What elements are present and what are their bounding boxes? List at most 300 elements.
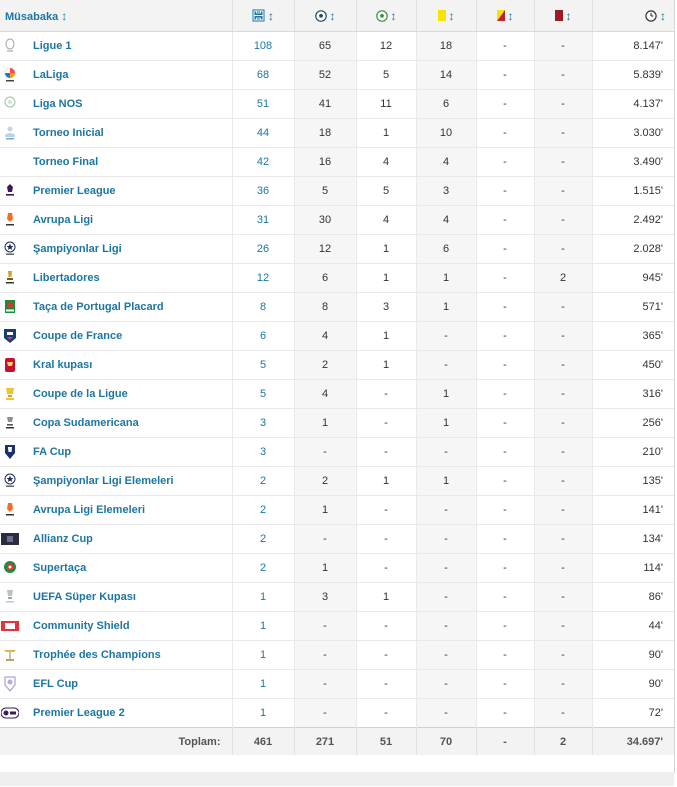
header-minutes[interactable] xyxy=(592,0,674,32)
minutes-cell: 135' xyxy=(592,467,674,496)
red-cards-cell: - xyxy=(534,670,592,699)
appearances-cell[interactable]: 2 xyxy=(232,467,294,496)
second-yellow-cell: - xyxy=(476,61,534,90)
competition-name-link[interactable]: Ligue 1 xyxy=(33,40,72,52)
competition-cell xyxy=(0,264,232,293)
table-row xyxy=(0,699,674,728)
europa-league-logo[interactable] xyxy=(1,211,19,229)
second-yellow-cell: - xyxy=(476,641,534,670)
goals-cell: 8 xyxy=(294,293,356,322)
competition-name-link[interactable]: Premier League xyxy=(33,185,116,197)
minutes-cell: 945' xyxy=(592,264,674,293)
header-assists[interactable] xyxy=(356,0,416,32)
competition-name-link[interactable]: Coupe de France xyxy=(33,330,123,342)
taca-portugal-logo[interactable] xyxy=(1,298,19,316)
yellow-cards-cell: - xyxy=(416,351,476,380)
red-cards-cell: - xyxy=(534,32,592,61)
competition xyxy=(0,501,232,519)
red-cards-cell: - xyxy=(534,351,592,380)
competition-cell xyxy=(0,612,232,641)
competition-cell xyxy=(0,148,232,177)
appearances-cell[interactable]: 1 xyxy=(232,641,294,670)
yellow-cards-cell: - xyxy=(416,438,476,467)
goals-cell: 41 xyxy=(294,90,356,119)
appearances-cell[interactable]: 68 xyxy=(232,61,294,90)
table-row xyxy=(0,438,674,467)
appearances-cell[interactable]: 51 xyxy=(232,90,294,119)
assists-cell: 1 xyxy=(356,351,416,380)
totals-row xyxy=(0,728,674,756)
red-cards-cell: - xyxy=(534,583,592,612)
table-row xyxy=(0,670,674,699)
assists-cell: 1 xyxy=(356,119,416,148)
appearances-cell[interactable]: 2 xyxy=(232,525,294,554)
appearances-cell[interactable]: 26 xyxy=(232,235,294,264)
table-row xyxy=(0,583,674,612)
assists-cell: - xyxy=(356,670,416,699)
premier-league-2-logo[interactable] xyxy=(1,704,19,722)
coupe-de-la-ligue-logo[interactable] xyxy=(1,385,19,403)
second-yellow-cell: - xyxy=(476,583,534,612)
assists-cell: 12 xyxy=(356,32,416,61)
minutes-cell: 3.490' xyxy=(592,148,674,177)
red-cards-cell: - xyxy=(534,293,592,322)
competition-name-link[interactable]: Allianz Cup xyxy=(33,533,93,545)
yellow-cards-cell: - xyxy=(416,612,476,641)
goals-cell: 65 xyxy=(294,32,356,61)
copa-del-rey-logo[interactable] xyxy=(1,356,19,374)
competition xyxy=(0,385,232,403)
competition-name-link[interactable]: FA Cup xyxy=(33,446,72,458)
supertaca-logo[interactable] xyxy=(1,559,19,577)
goals-cell: - xyxy=(294,525,356,554)
champions-league-logo[interactable] xyxy=(1,240,19,258)
minutes-cell: 365' xyxy=(592,322,674,351)
competition-cell xyxy=(0,525,232,554)
competition xyxy=(0,211,232,229)
yellow-cards-cell: - xyxy=(416,322,476,351)
assists-cell: - xyxy=(356,641,416,670)
red-cards-cell: - xyxy=(534,409,592,438)
totals-assists: 51 xyxy=(356,728,416,756)
table-header-row xyxy=(0,0,674,32)
header-appearances[interactable] xyxy=(232,0,294,32)
allianz-cup-logo[interactable] xyxy=(1,530,19,548)
assists-cell: - xyxy=(356,380,416,409)
coupe-de-france-logo[interactable] xyxy=(1,327,19,345)
competition-name-link[interactable]: Coupe de la Ligue xyxy=(33,388,128,400)
second-yellow-cell: - xyxy=(476,177,534,206)
yellow-cards-cell: 4 xyxy=(416,148,476,177)
competition xyxy=(0,269,232,287)
goals-cell: 5 xyxy=(294,177,356,206)
second-yellow-cell: - xyxy=(476,612,534,641)
second-yellow-cell: - xyxy=(476,525,534,554)
minutes-cell: 571' xyxy=(592,293,674,322)
yellow-cards-cell: - xyxy=(416,525,476,554)
appearances-cell[interactable]: 3 xyxy=(232,438,294,467)
header-second-yellow[interactable] xyxy=(476,0,534,32)
goals-cell: - xyxy=(294,612,356,641)
minutes-cell: 2.492' xyxy=(592,206,674,235)
minutes-cell: 141' xyxy=(592,496,674,525)
appearances-cell[interactable]: 5 xyxy=(232,380,294,409)
assists-cell: 1 xyxy=(356,467,416,496)
sort-icon[interactable]: ↕ xyxy=(507,8,514,23)
competition-name-link[interactable]: Kral kupası xyxy=(33,359,93,371)
red-cards-cell: - xyxy=(534,641,592,670)
competition-cell xyxy=(0,554,232,583)
competition xyxy=(0,472,232,490)
goals-cell: 2 xyxy=(294,467,356,496)
red-cards-cell: - xyxy=(534,61,592,90)
appearances-cell[interactable]: 36 xyxy=(232,177,294,206)
assists-cell: - xyxy=(356,496,416,525)
fa-cup-logo[interactable] xyxy=(1,443,19,461)
second-yellow-cell: - xyxy=(476,148,534,177)
goals-cell: 12 xyxy=(294,235,356,264)
goals-cell: 4 xyxy=(294,322,356,351)
assists-cell: - xyxy=(356,554,416,583)
yellow-cards-cell: - xyxy=(416,641,476,670)
competition-cell xyxy=(0,380,232,409)
competition xyxy=(0,530,232,548)
goals-cell: 16 xyxy=(294,148,356,177)
competition-name-link[interactable]: Şampiyonlar Ligi xyxy=(33,243,122,255)
totals-apps: 461 xyxy=(232,728,294,756)
competition-name-link[interactable]: Trophée des Champions xyxy=(33,649,161,661)
competition-logo[interactable] xyxy=(1,153,19,171)
minutes-cell: 450' xyxy=(592,351,674,380)
liganos-logo[interactable] xyxy=(1,95,19,113)
competition-cell xyxy=(0,409,232,438)
sort-icon[interactable]: ↕ xyxy=(660,8,666,23)
goals-cell: 1 xyxy=(294,496,356,525)
competition-name-link[interactable]: UEFA Süper Kupası xyxy=(33,591,136,603)
goals-cell: 6 xyxy=(294,264,356,293)
red-cards-cell: - xyxy=(534,554,592,583)
competition xyxy=(0,617,232,635)
competition-cell xyxy=(0,206,232,235)
competition-name-link[interactable]: LaLiga xyxy=(33,69,69,81)
sort-icon[interactable]: ↕ xyxy=(390,8,397,23)
second-yellow-cell: - xyxy=(476,264,534,293)
yellow-cards-cell: - xyxy=(416,496,476,525)
appearances-icon xyxy=(252,9,265,22)
goals-cell: 1 xyxy=(294,409,356,438)
bottom-strip xyxy=(0,772,674,786)
assists-cell: - xyxy=(356,438,416,467)
header-competition[interactable] xyxy=(0,0,232,32)
goals-cell: 30 xyxy=(294,206,356,235)
appearances-cell[interactable]: 12 xyxy=(232,264,294,293)
competition-name-link[interactable]: Torneo Inicial xyxy=(33,127,104,139)
assists-cell: 1 xyxy=(356,322,416,351)
second-yellow-cell: - xyxy=(476,322,534,351)
competition xyxy=(0,588,232,606)
assists-cell: 1 xyxy=(356,264,416,293)
competition-name-link[interactable]: Libertadores xyxy=(33,272,100,284)
assists-cell: 3 xyxy=(356,293,416,322)
assists-icon xyxy=(376,10,388,22)
red-cards-cell: - xyxy=(534,177,592,206)
yellow-cards-cell: - xyxy=(416,699,476,728)
red-cards-cell: - xyxy=(534,438,592,467)
goals-cell: 4 xyxy=(294,380,356,409)
appearances-cell[interactable]: 2 xyxy=(232,554,294,583)
sort-icon[interactable]: ↕ xyxy=(329,8,336,23)
competition-cell xyxy=(0,438,232,467)
table-row xyxy=(0,264,674,293)
competition xyxy=(0,704,232,722)
uefa-super-cup-logo[interactable] xyxy=(1,588,19,606)
red-cards-cell: - xyxy=(534,235,592,264)
minutes-cell: 5.839' xyxy=(592,61,674,90)
appearances-cell[interactable]: 108 xyxy=(232,32,294,61)
second-yellow-cell: - xyxy=(476,380,534,409)
red-cards-cell: - xyxy=(534,148,592,177)
table-row xyxy=(0,496,674,525)
competition-name-link[interactable]: Torneo Final xyxy=(33,156,99,168)
goals-cell: - xyxy=(294,641,356,670)
copa-sudamericana-logo[interactable] xyxy=(1,414,19,432)
red-cards-cell: - xyxy=(534,496,592,525)
competition-name-link[interactable]: Copa Sudamericana xyxy=(33,417,139,429)
competition xyxy=(0,298,232,316)
appearances-cell[interactable]: 1 xyxy=(232,670,294,699)
goals-icon xyxy=(315,10,327,22)
assists-cell: 4 xyxy=(356,148,416,177)
minutes-cell: 210' xyxy=(592,438,674,467)
table-row xyxy=(0,61,674,90)
red-cards-cell: - xyxy=(534,699,592,728)
sort-icon[interactable]: ↕ xyxy=(448,8,455,23)
community-shield-logo[interactable] xyxy=(1,617,19,635)
totals-red: 2 xyxy=(534,728,592,756)
second-yellow-cell: - xyxy=(476,699,534,728)
minutes-cell: 316' xyxy=(592,380,674,409)
minutes-cell: 256' xyxy=(592,409,674,438)
competition-cell xyxy=(0,583,232,612)
header-red-cards[interactable] xyxy=(534,0,592,32)
competition-cell xyxy=(0,351,232,380)
minutes-cell: 2.028' xyxy=(592,235,674,264)
assists-cell: - xyxy=(356,699,416,728)
minutes-cell: 3.030' xyxy=(592,119,674,148)
second-yellow-cell: - xyxy=(476,438,534,467)
second-yellow-cell: - xyxy=(476,293,534,322)
totals-yellow: 70 xyxy=(416,728,476,756)
libertadores-logo[interactable] xyxy=(1,269,19,287)
appearances-cell[interactable]: 1 xyxy=(232,612,294,641)
totals-goals: 271 xyxy=(294,728,356,756)
goals-cell: - xyxy=(294,670,356,699)
sort-icon[interactable]: ↕ xyxy=(61,8,68,23)
appearances-cell[interactable]: 1 xyxy=(232,699,294,728)
goals-cell: - xyxy=(294,438,356,467)
table-row xyxy=(0,525,674,554)
minutes-cell: 1.515' xyxy=(592,177,674,206)
goals-cell: - xyxy=(294,699,356,728)
minutes-cell: 86' xyxy=(592,583,674,612)
minutes-cell: 72' xyxy=(592,699,674,728)
competition xyxy=(0,153,232,171)
appearances-cell[interactable]: 44 xyxy=(232,119,294,148)
minutes-cell: 44' xyxy=(592,612,674,641)
competition-cell xyxy=(0,670,232,699)
europa-league-logo[interactable] xyxy=(1,501,19,519)
competition-cell xyxy=(0,322,232,351)
competition xyxy=(0,356,232,374)
red-cards-cell: 2 xyxy=(534,264,592,293)
table-row xyxy=(0,293,674,322)
assists-cell: - xyxy=(356,409,416,438)
appearances-cell[interactable]: 1 xyxy=(232,583,294,612)
minutes-cell: 114' xyxy=(592,554,674,583)
premier-league-logo[interactable] xyxy=(1,182,19,200)
second-yellow-cell: - xyxy=(476,32,534,61)
competition xyxy=(0,327,232,345)
competition xyxy=(0,414,232,432)
yellow-cards-cell: 10 xyxy=(416,119,476,148)
minutes-cell: 8.147' xyxy=(592,32,674,61)
yellow-cards-cell: - xyxy=(416,583,476,612)
competition xyxy=(0,559,232,577)
competition-cell xyxy=(0,235,232,264)
sort-icon[interactable]: ↕ xyxy=(565,8,572,23)
goals-cell: 52 xyxy=(294,61,356,90)
goals-cell: 1 xyxy=(294,554,356,583)
appearances-cell[interactable]: 42 xyxy=(232,148,294,177)
assists-cell: - xyxy=(356,612,416,641)
competition-name-link[interactable]: Premier League 2 xyxy=(33,707,125,719)
sort-icon[interactable]: ↕ xyxy=(268,8,274,23)
totals-label: Toplam: xyxy=(0,728,232,756)
competition-name-link[interactable]: Şampiyonlar Ligi Elemeleri xyxy=(33,475,174,487)
trophee-des-champions-logo[interactable] xyxy=(1,646,19,664)
minutes-cell: 4.137' xyxy=(592,90,674,119)
competition xyxy=(0,240,232,258)
table-row xyxy=(0,235,674,264)
assists-cell: 1 xyxy=(356,235,416,264)
appearances-cell[interactable]: 8 xyxy=(232,293,294,322)
competition-cell xyxy=(0,32,232,61)
competition-name-link[interactable]: Taça de Portugal Placard xyxy=(33,301,164,313)
assists-cell: 5 xyxy=(356,61,416,90)
laliga-logo[interactable] xyxy=(1,66,19,84)
yellow-cards-cell: 1 xyxy=(416,467,476,496)
table-row xyxy=(0,641,674,670)
second-yellow-cell: - xyxy=(476,235,534,264)
second-yellow-cell: - xyxy=(476,554,534,583)
yellow-cards-cell: 1 xyxy=(416,264,476,293)
goals-cell: 2 xyxy=(294,351,356,380)
competition xyxy=(0,443,232,461)
header-competition-label: Müsabaka xyxy=(5,10,59,23)
table-row xyxy=(0,90,674,119)
yellow-cards-cell: 6 xyxy=(416,90,476,119)
torneo-inicial-logo[interactable] xyxy=(1,124,19,142)
yellow-cards-cell: 3 xyxy=(416,177,476,206)
competition-name-link[interactable]: Avrupa Ligi Elemeleri xyxy=(33,504,146,516)
table-row xyxy=(0,467,674,496)
competition-name-link[interactable]: EFL Cup xyxy=(33,678,79,690)
red-cards-cell: - xyxy=(534,206,592,235)
competition-cell xyxy=(0,467,232,496)
assists-cell: 5 xyxy=(356,177,416,206)
competition-cell xyxy=(0,641,232,670)
red-cards-cell: - xyxy=(534,380,592,409)
appearances-cell[interactable]: 3 xyxy=(232,409,294,438)
yellow-cards-cell: 18 xyxy=(416,32,476,61)
appearances-cell[interactable]: 5 xyxy=(232,351,294,380)
competition xyxy=(0,37,232,55)
red-card-icon xyxy=(555,10,563,21)
competition xyxy=(0,646,232,664)
competition-name-link[interactable]: Avrupa Ligi xyxy=(33,214,94,226)
yellow-cards-cell: 1 xyxy=(416,293,476,322)
appearances-cell[interactable]: 6 xyxy=(232,322,294,351)
appearances-cell[interactable]: 31 xyxy=(232,206,294,235)
yellow-cards-cell: 1 xyxy=(416,409,476,438)
minutes-cell: 134' xyxy=(592,525,674,554)
competition-cell xyxy=(0,90,232,119)
table-row xyxy=(0,119,674,148)
ligue1-logo[interactable] xyxy=(1,37,19,55)
red-cards-cell: - xyxy=(534,119,592,148)
second-yellow-icon xyxy=(497,10,505,21)
assists-cell: 4 xyxy=(356,206,416,235)
assists-cell: - xyxy=(356,525,416,554)
assists-cell: 1 xyxy=(356,583,416,612)
yellow-cards-cell: - xyxy=(416,554,476,583)
yellow-cards-cell: 4 xyxy=(416,206,476,235)
yellow-card-icon xyxy=(438,10,446,21)
table-row xyxy=(0,612,674,641)
table-row xyxy=(0,206,674,235)
second-yellow-cell: - xyxy=(476,409,534,438)
appearances-cell[interactable]: 2 xyxy=(232,496,294,525)
assists-cell: 11 xyxy=(356,90,416,119)
competition-cell xyxy=(0,119,232,148)
minutes-cell: 90' xyxy=(592,641,674,670)
second-yellow-cell: - xyxy=(476,119,534,148)
red-cards-cell: - xyxy=(534,322,592,351)
header-yellow-cards[interactable] xyxy=(416,0,476,32)
table-row xyxy=(0,351,674,380)
minutes-clock-icon xyxy=(645,10,657,22)
competition xyxy=(0,95,232,113)
efl-cup-logo[interactable] xyxy=(1,675,19,693)
table-row xyxy=(0,380,674,409)
second-yellow-cell: - xyxy=(476,206,534,235)
competition xyxy=(0,124,232,142)
competition xyxy=(0,675,232,693)
competition-name-link[interactable]: Community Shield xyxy=(33,620,130,632)
yellow-cards-cell: 1 xyxy=(416,380,476,409)
competition-cell xyxy=(0,177,232,206)
totals-minutes: 34.697' xyxy=(592,728,674,756)
competition-name-link[interactable]: Liga NOS xyxy=(33,98,83,110)
second-yellow-cell: - xyxy=(476,467,534,496)
table-row xyxy=(0,32,674,61)
competition-cell xyxy=(0,699,232,728)
header-goals[interactable] xyxy=(294,0,356,32)
table-row xyxy=(0,148,674,177)
table-row xyxy=(0,409,674,438)
competition-name-link[interactable]: Supertaça xyxy=(33,562,87,574)
champions-league-logo[interactable] xyxy=(1,472,19,490)
